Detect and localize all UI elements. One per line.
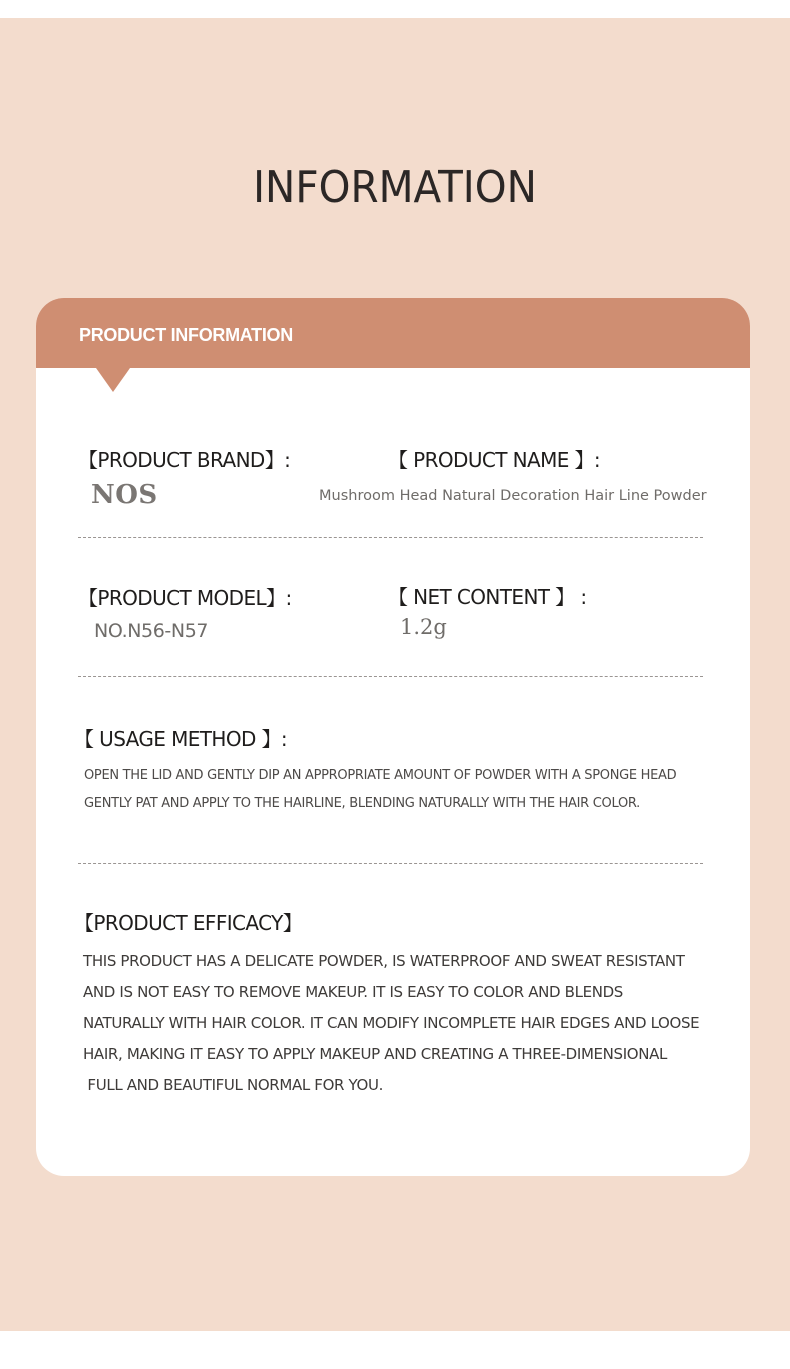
product-efficacy-line: FULL AND BEAUTIFUL NORMAL FOR YOU.: [83, 1076, 384, 1094]
product-name-label: 【 PRODUCT NAME 】:: [388, 448, 601, 472]
usage-method-line: OPEN THE LID AND GENTLY DIP AN APPROPRIATE AMOUNT OF POWDER WITH A SPONGE HEAD: [84, 768, 677, 783]
product-brand-value: NOS: [91, 480, 158, 510]
product-name-value: Mushroom Head Natural Decoration Hair Line Powder: [319, 488, 707, 504]
product-efficacy-line: AND IS NOT EASY TO REMOVE MAKEUP. IT IS EASY TO COLOR AND BLENDS: [83, 983, 623, 1001]
page-title: INFORMATION: [253, 162, 537, 213]
product-efficacy-line: HAIR, MAKING IT EASY TO APPLY MAKEUP AND CREATING A THREE-DIMENSIONAL: [83, 1045, 668, 1063]
card-header: [36, 298, 750, 368]
usage-method-label: 【 USAGE METHOD 】:: [74, 727, 288, 751]
product-efficacy-line: NATURALLY WITH HAIR COLOR. IT CAN MODIFY INCOMPLETE HAIR EDGES AND LOOSE: [83, 1014, 700, 1032]
product-efficacy-label: 【PRODUCT EFFICACY】: [74, 911, 303, 935]
product-model-value: NO.N56-N57: [94, 620, 209, 642]
divider: [78, 863, 703, 864]
header-pointer-triangle: [96, 368, 130, 392]
product-efficacy-line: THIS PRODUCT HAS A DELICATE POWDER, IS WATERPROOF AND SWEAT RESISTANT: [83, 952, 685, 970]
net-content-value: 1.2g: [400, 615, 447, 639]
product-model-label: 【PRODUCT MODEL】:: [78, 586, 292, 610]
card-header-label: PRODUCT INFORMATION: [79, 325, 293, 345]
divider: [78, 676, 703, 677]
product-information-card: [36, 298, 750, 1176]
net-content-label: 【 NET CONTENT 】 :: [388, 585, 587, 609]
usage-method-line: GENTLY PAT AND APPLY TO THE HAIRLINE, BLENDING NATURALLY WITH THE HAIR COLOR.: [84, 796, 640, 811]
divider: [78, 537, 703, 538]
product-brand-label: 【PRODUCT BRAND】:: [78, 448, 291, 472]
